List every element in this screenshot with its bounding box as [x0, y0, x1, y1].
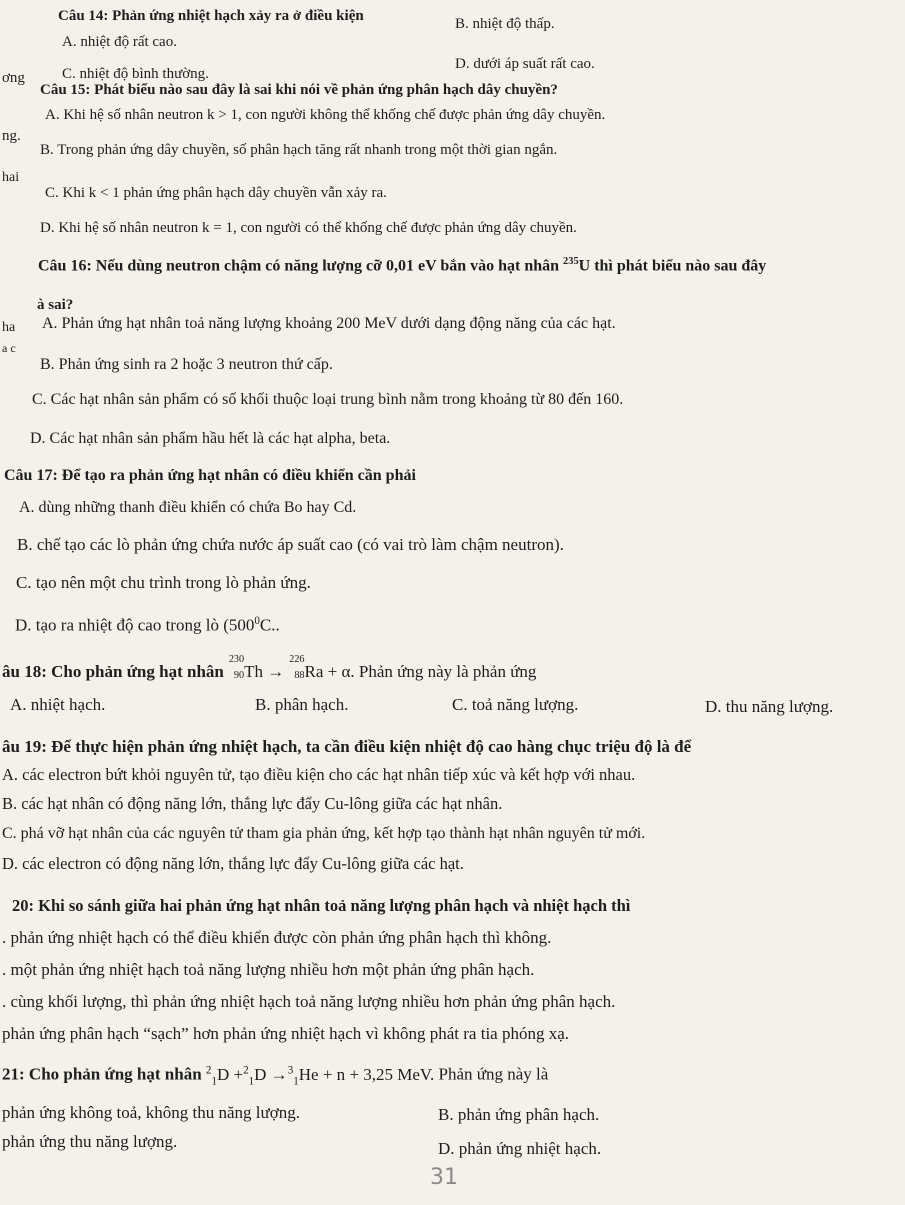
handwritten-page-number: 31 — [430, 1165, 458, 1190]
question-14-option-b: B. nhiệt độ thấp. — [455, 16, 555, 32]
margin-fragment: ơng — [2, 70, 25, 86]
question-16-title-cont: à sai? — [37, 297, 74, 313]
margin-fragment: ha — [2, 320, 16, 335]
question-18-title: âu 18: Cho phản ứng hạt nhân 230 90 Th → 226 88 Ra + α. Phản ứng này là phản ứng — [2, 654, 537, 682]
question-20-option-a: . phản ứng nhiệt hạch có thể điều khiển được còn phản ứng phân hạch thì không. — [2, 928, 552, 947]
question-20-option-b: . một phản ứng nhiệt hạch toả năng lượng nhiều hơn một phản ứng phân hạch. — [2, 960, 535, 979]
margin-fragment: hai — [2, 170, 20, 185]
question-17-title: Câu 17: Để tạo ra phản ứng hạt nhân có điều khiển cần phải — [4, 467, 416, 484]
question-19-option-c: C. phá vỡ hạt nhân của các nguyên tử tham gia phản ứng, kết hợp tạo thành hạt nhân nguyên tử mới. — [2, 825, 646, 842]
question-20-option-d: phản ứng phân hạch “sạch” hơn phản ứng nhiệt hạch vì không phát ra tia phóng xạ. — [2, 1024, 570, 1043]
question-17-option-a: A. dùng những thanh điều khiển có chứa Bo hay Cd. — [19, 499, 357, 516]
question-15-option-d: D. Khi hệ số nhân neutron k = 1, con người có thể khống chế được phản ứng dây chuyền. — [40, 220, 577, 236]
question-18-option-c: C. toả năng lượng. — [452, 695, 579, 714]
question-21-option-a: phản ứng không toả, không thu năng lượng. — [2, 1103, 300, 1122]
reaction-equation: $^2_1$D +$^2_1$D →$^3_1$He + n + 3,25 MeV. — [205, 1064, 439, 1088]
question-21-title: 21: Cho phản ứng hạt nhân $^2_1$D +$^2_1$D →$^3_1$He + n + 3,25 MeV. Phản ứng này là — [2, 1064, 549, 1088]
question-16-option-c: C. Các hạt nhân sản phẩm có số khối thuộc loại trung bình nằm trong khoảng từ 80 đến 160. — [32, 391, 624, 408]
question-19-option-d: D. các electron có động năng lớn, thắng lực đẩy Cu-lông giữa các hạt. — [2, 854, 464, 873]
margin-fragment: a c — [2, 341, 16, 355]
question-18-option-d: D. thu năng lượng. — [705, 697, 834, 716]
question-19-title: âu 19: Để thực hiện phản ứng nhiệt hạch, ta cần điều kiện nhiệt độ cao hàng chục triệu độ là để — [2, 737, 692, 756]
question-15-option-c: C. Khi k < 1 phản ứng phân hạch dây chuyền vẫn xảy ra. — [45, 185, 387, 201]
question-17-option-c: C. tạo nên một chu trình trong lò phản ứng. — [16, 573, 311, 592]
question-15-title: Câu 15: Phát biểu nào sau đây là sai khi nói về phản ứng phân hạch dây chuyền? — [40, 82, 558, 98]
question-16-option-d: D. Các hạt nhân sản phẩm hầu hết là các hạt alpha, beta. — [30, 430, 391, 447]
question-16-option-a: A. Phản ứng hạt nhân toả năng lượng khoảng 200 MeV dưới dạng động năng của các hạt. — [42, 315, 616, 332]
question-17-option-b: B. chế tạo các lò phản ứng chứa nước áp suất cao (có vai trò làm chậm neutron). — [17, 535, 564, 554]
isotope-mass-number: 235 — [563, 256, 579, 267]
isotope-th: 230 90 — [228, 654, 245, 682]
question-21-option-c: phản ứng thu năng lượng. — [2, 1132, 178, 1151]
question-18-option-b: B. phân hạch. — [255, 695, 349, 714]
question-19-option-b: B. các hạt nhân có động năng lớn, thắng lực đẩy Cu-lông giữa các hạt nhân. — [2, 794, 503, 813]
isotope-ra: 226 88 — [289, 654, 305, 682]
question-17-option-d: D. tạo ra nhiệt độ cao trong lò ($500^0C$.. — [15, 615, 280, 635]
question-16-title: Câu 16: Nếu dùng neutron chậm có năng lượng cỡ 0,01 eV bắn vào hạt nhân $^{235}$U thì phát biểu nào sau đây — [38, 256, 767, 275]
question-14-option-d: D. dưới áp suất rất cao. — [455, 56, 595, 72]
question-19-option-a: A. các electron bứt khỏi nguyên tử, tạo điều kiện cho các hạt nhân tiếp xúc và kết hợp với nhau. — [2, 765, 636, 784]
question-15-option-a: A. Khi hệ số nhân neutron k > 1, con người không thể khống chế được phản ứng dây chuyền. — [45, 107, 606, 123]
question-18-option-a: A. nhiệt hạch. — [10, 695, 106, 714]
question-14-option-a: A. nhiệt độ rất cao. — [62, 34, 177, 50]
question-14-option-c: C. nhiệt độ bình thường. — [62, 66, 209, 82]
question-20-title: 20: Khi so sánh giữa hai phản ứng hạt nhân toả năng lượng phân hạch và nhiệt hạch thì — [12, 896, 631, 915]
question-20-option-c: . cùng khối lượng, thì phản ứng nhiệt hạch toả năng lượng nhiều hơn phản ứng phân hạch. — [2, 992, 616, 1011]
question-14-title: Câu 14: Phản ứng nhiệt hạch xảy ra ở điều kiện — [58, 8, 364, 24]
question-15-option-b: B. Trong phản ứng dây chuyền, số phân hạch tăng rất nhanh trong một thời gian ngắn. — [40, 142, 558, 158]
question-21-option-d: D. phản ứng nhiệt hạch. — [438, 1139, 602, 1158]
question-16-option-b: B. Phản ứng sinh ra 2 hoặc 3 neutron thứ cấp. — [40, 356, 333, 373]
margin-fragment: ng. — [2, 128, 21, 144]
question-21-option-b: B. phản ứng phân hạch. — [438, 1105, 600, 1124]
